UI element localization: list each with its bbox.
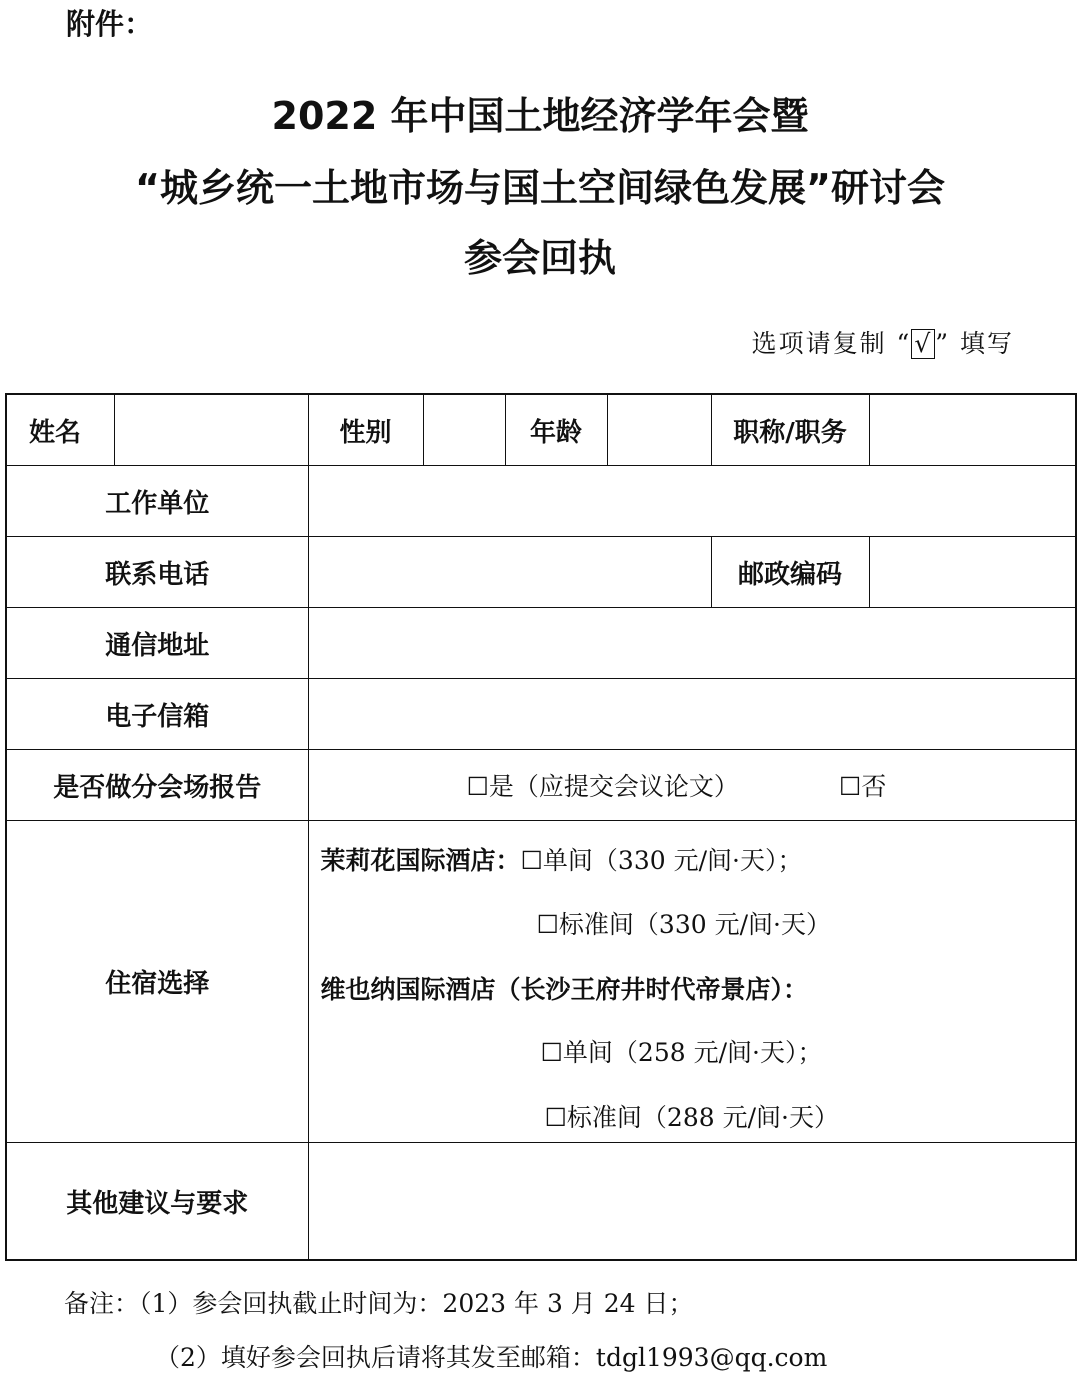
postal-code-field[interactable] xyxy=(869,537,1076,608)
title-line-1: 2022 年中国土地经济学年会暨 xyxy=(271,94,809,138)
report-label: 是否做分会场报告 xyxy=(6,750,308,821)
postal-code-label: 邮政编码 xyxy=(711,537,869,608)
report-yes-checkbox[interactable]: ☐是（应提交会议论文） xyxy=(466,772,739,801)
other-requests-field[interactable] xyxy=(308,1143,1076,1261)
accommodation-label: 住宿选择 xyxy=(6,821,308,1143)
row-work-unit xyxy=(6,466,1076,537)
name-field[interactable] xyxy=(114,394,308,466)
phone-label: 联系电话 xyxy=(6,537,308,608)
hotel1-line xyxy=(321,841,803,877)
row-other xyxy=(6,1143,1076,1261)
email-label: 电子信箱 xyxy=(6,679,308,750)
hotel2-name: 维也纳国际酒店（长沙王府井时代帝景店）： xyxy=(320,975,809,1004)
phone-field[interactable] xyxy=(308,537,711,608)
note-prefix: 备注： xyxy=(64,1289,140,1318)
other-requests-label: 其他建议与要求 xyxy=(6,1143,308,1261)
work-unit-field[interactable] xyxy=(308,466,1076,537)
note-deadline: （1）参会回执截止时间为：2023 年 3 月 24 日； xyxy=(139,1289,694,1318)
hotel2-standard-checkbox[interactable]: ☐标准间（288 元/间·天） xyxy=(544,1103,839,1132)
row-address xyxy=(6,608,1076,679)
title-line-2: “城乡统一土地市场与国土空间绿色发展”研讨会 xyxy=(135,166,945,210)
hotel1-name: 茉莉花国际酒店： xyxy=(320,846,521,875)
report-options xyxy=(308,750,1076,821)
job-title-label: 职称/职务 xyxy=(711,394,869,466)
email-field[interactable] xyxy=(308,679,1076,750)
job-title-field[interactable] xyxy=(869,394,1076,466)
note-line-1 xyxy=(64,1284,694,1320)
name-label: 姓名 xyxy=(6,394,114,466)
row-phone xyxy=(6,537,1076,608)
age-field[interactable] xyxy=(607,394,711,466)
hotel1-standard-checkbox[interactable]: ☐标准间（330 元/间·天） xyxy=(536,910,831,939)
address-label: 通信地址 xyxy=(6,608,308,679)
work-unit-label: 工作单位 xyxy=(6,466,308,537)
attachment-label: 附件： xyxy=(66,7,154,41)
age-label: 年龄 xyxy=(505,394,607,466)
tick-instruction-prefix: 选项请复制 “ xyxy=(751,329,912,358)
hotel2-single-checkbox[interactable]: ☐单间（258 元/间·天）； xyxy=(540,1038,823,1067)
row-report xyxy=(6,750,1076,821)
row-email xyxy=(6,679,1076,750)
gender-label: 性别 xyxy=(308,394,423,466)
tick-instruction xyxy=(752,324,1014,360)
gender-field[interactable] xyxy=(423,394,505,466)
hotel1-single-checkbox[interactable]: ☐单间（330 元/间·天）； xyxy=(520,846,803,875)
accommodation-options xyxy=(308,821,1076,1143)
address-field[interactable] xyxy=(308,608,1076,679)
row-accommodation xyxy=(6,821,1076,1143)
row-basic-info xyxy=(6,394,1076,466)
checkmark-icon: √ xyxy=(911,329,935,359)
registration-form-table xyxy=(5,393,1077,1261)
tick-instruction-suffix: ” 填写 xyxy=(935,329,1014,358)
report-no-checkbox[interactable]: ☐否 xyxy=(838,772,887,801)
note-line-2: （2）填好参会回执后请将其发至邮箱：tdgl1993@qq.com xyxy=(155,1343,828,1372)
title-line-3: 参会回执 xyxy=(463,236,616,280)
